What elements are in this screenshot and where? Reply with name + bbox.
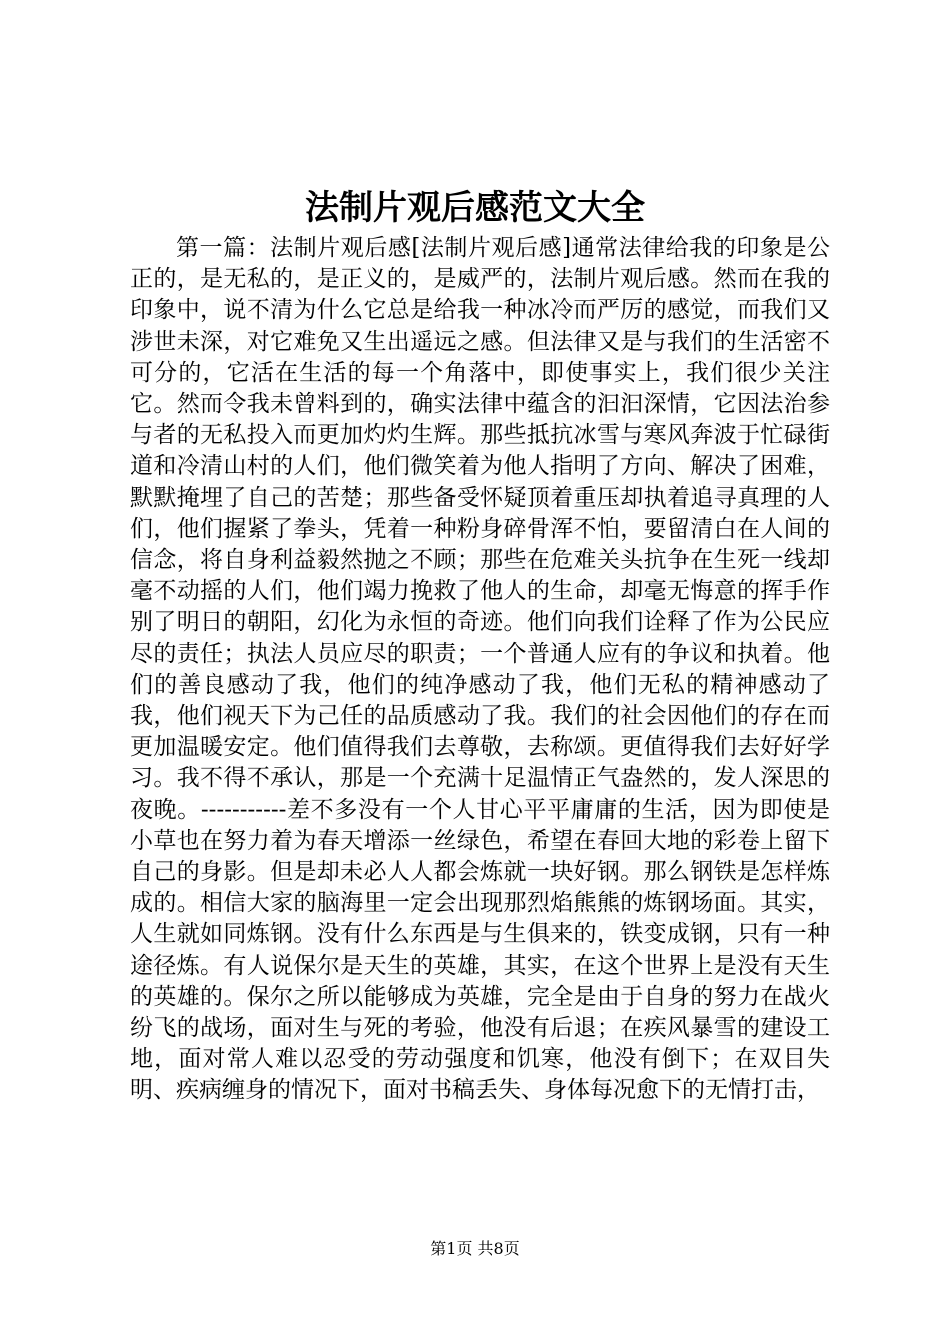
- document-body-paragraph: 第一篇：法制片观后感[法制片观后感]通常法律给我的印象是公正的，是无私的，是正义的，是威严的，法制片观后感。然而在我的印象中，说不清为什么它总是给我一种冰冷而严厉的感觉，而我们又涉世未深，对它难免又生出遥远之感。但法律又是与我们的生活密不可分的，它活在生活的每一个角落中，即使事实上，我们很少关注它。然而令我未曾料到的，确实法律中蕴含的汩汩深情，它因法治参与者的无私投入而更加灼灼生辉。那些抵抗冰雪与寒风奔波于忙碌街道和冷清山村的人们，他们微笑着为他人指明了方向、解决了困难，默默掩埋了自己的苦楚；那些备受怀疑顶着重压却执着追寻真理的人们，他们握紧了拳头，凭着一种粉身碎骨浑不怕，要留清白在人间的信念，将自身利益毅然抛之不顾；那些在危难关头抗争在生死一线却毫不动摇的人们，他们竭力挽救了他人的生命，却毫无悔意的挥手作别了明日的朝阳，幻化为永恒的奇迹。他们向我们诠释了作为公民应尽的责任；执法人员应尽的职责；一个普通人应有的争议和执着。他们的善良感动了我，他们的纯净感动了我，他们无私的精神感动了我，他们视天下为己任的品质感动了我。我们的社会因他们的存在而更加温暖安定。他们值得我们去尊敬，去称颂。更值得我们去好好学习。我不得不承认，那是一个充满十足温情正气盎然的，发人深思的夜晚。-----------差不多没有一个人甘心平平庸庸的生活，因为即使是小草也在努力着为春天增添一丝绿色，希望在春回大地的彩卷上留下自己的身影。但是却未必人人都会炼就一块好钢。那么钢铁是怎样炼成的。相信大家的脑海里一定会出现那烈焰熊熊的炼钢场面。其实，人生就如同炼钢。没有什么东西是与生俱来的，铁变成钢，只有一种途径炼。有人说保尔是天生的英雄，其实，在这个世界上是没有天生的英雄的。保尔之所以能够成为英雄，完全是由于自身的努力在战火纷飞的战场，面对生与死的考验，他没有后退；在疾风暴雪的建设工地，面对常人难以忍受的劳动强度和饥寒，他没有倒下；在双目失明、疾病缠身的情况下，面对书稿丢失、身体每况愈下的无情打击，: [130, 235, 830, 1104]
- page-footer: 第1页 共8页: [430, 1239, 520, 1258]
- document-title: 法制片观后感范文大全: [305, 188, 645, 228]
